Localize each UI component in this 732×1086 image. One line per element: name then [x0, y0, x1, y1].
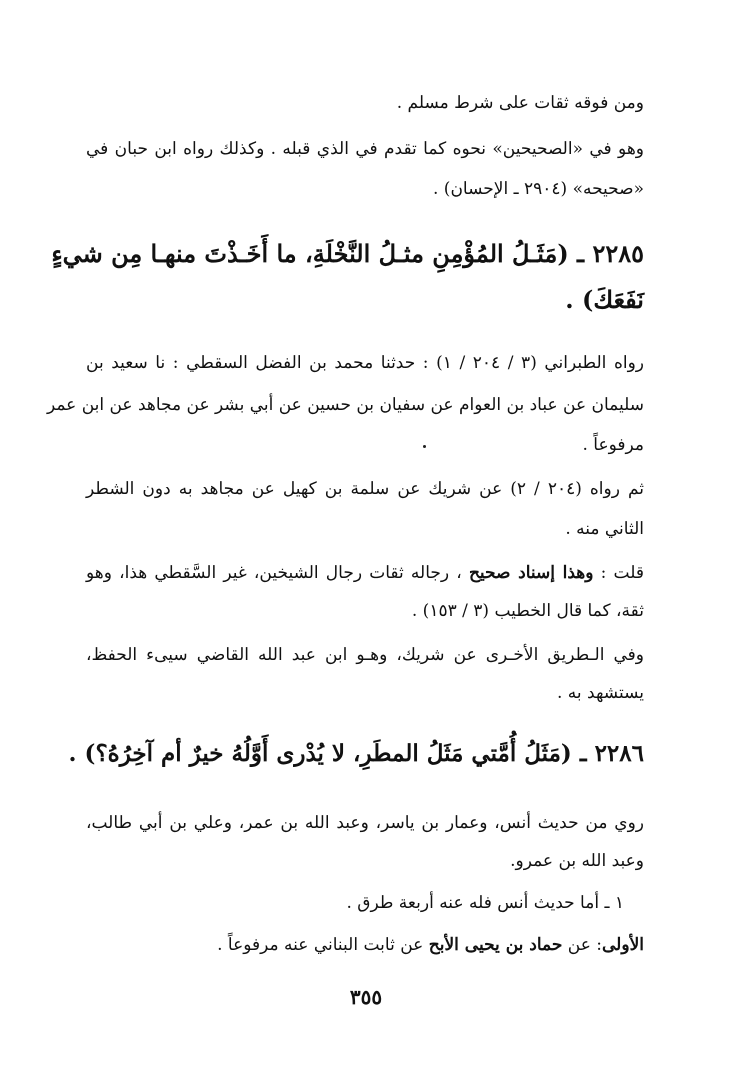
text-line: ومن فوقه ثقات على شرط مسلم .	[396, 93, 644, 113]
text-line: وعبد الله بن عمرو.	[510, 851, 644, 871]
bold-text-run: حماد بن يحيى الأبح	[428, 935, 563, 955]
text-line: رواه الطبراني (٣ / ٢٠٤ / ١) : حدثنا محمد بن الفضل السقطي : نا سعيد بن	[86, 353, 644, 373]
bold-text-run: الأولى	[602, 935, 644, 955]
bold-text-run: وهذا إسناد صحيح	[468, 563, 594, 583]
text-line: وهو في «الصحيحين» نحوه كما تقدم في الذي قبله . وكذلك رواه ابن حبان في	[86, 139, 644, 159]
hadith-heading-2285-cont: نَفَعَكَ) .	[565, 285, 644, 314]
hadith-heading-2285: ٢٢٨٥ ـ (مَثَـلُ المُؤْمِنِ مثـلُ النَّخْلَةِ، ما أَخَـذْتَ منهـا مِن شيءٍ	[51, 239, 644, 268]
text-line: ثم رواه (٢٠٤ / ٢) عن شريك عن سلمة بن كهيل عن مجاهد به دون الشطر	[86, 479, 644, 499]
text-line: روي من حديث أنس، وعمار بن ياسر، وعبد الله بن عمر، وعلي بن أبي طالب،	[86, 813, 644, 833]
text-run: عن ثابت البناني عنه مرفوعاً .	[217, 935, 429, 955]
stray-dot	[423, 445, 426, 448]
text-line	[86, 932, 644, 958]
text-run: : عن	[562, 935, 603, 955]
page-number: ٣٥٥	[349, 985, 383, 1009]
hadith-heading-2286: ٢٢٨٦ ـ (مَثَلُ أُمَّتي مَثَلُ المطَرِ، لا يُدْرى أَوَّلُهُ خيرٌ أم آخِرُهُ؟) .	[68, 740, 644, 767]
text-line: الثاني منه .	[565, 519, 644, 539]
text-run: ، رجاله ثقات رجال الشيخين، غير السَّقطي هذا، وهو	[86, 563, 469, 583]
text-line: مرفوعاً .	[582, 435, 644, 455]
text-line: يستشهد به .	[556, 683, 644, 703]
text-line: ثقة، كما قال الخطيب (٣ / ١٥٣) .	[411, 601, 644, 621]
text-line: سليمان عن عباد بن العوام عن سفيان بن حسين عن أبي بشر عن مجاهد عن ابن عمر	[46, 395, 644, 415]
text-line: ١ ـ أما حديث أنس فله عنه أربعة طرق .	[346, 893, 624, 913]
text-line: «صحيحه» (٢٩٠٤ ـ الإحسان) .	[433, 179, 644, 199]
text-run: قلت :	[593, 563, 644, 583]
text-line: وفي الـطريق الأخـرى عن شريك، وهـو ابن عبد الله القاضي سيىء الحفظ،	[86, 645, 644, 665]
text-line	[86, 560, 644, 586]
